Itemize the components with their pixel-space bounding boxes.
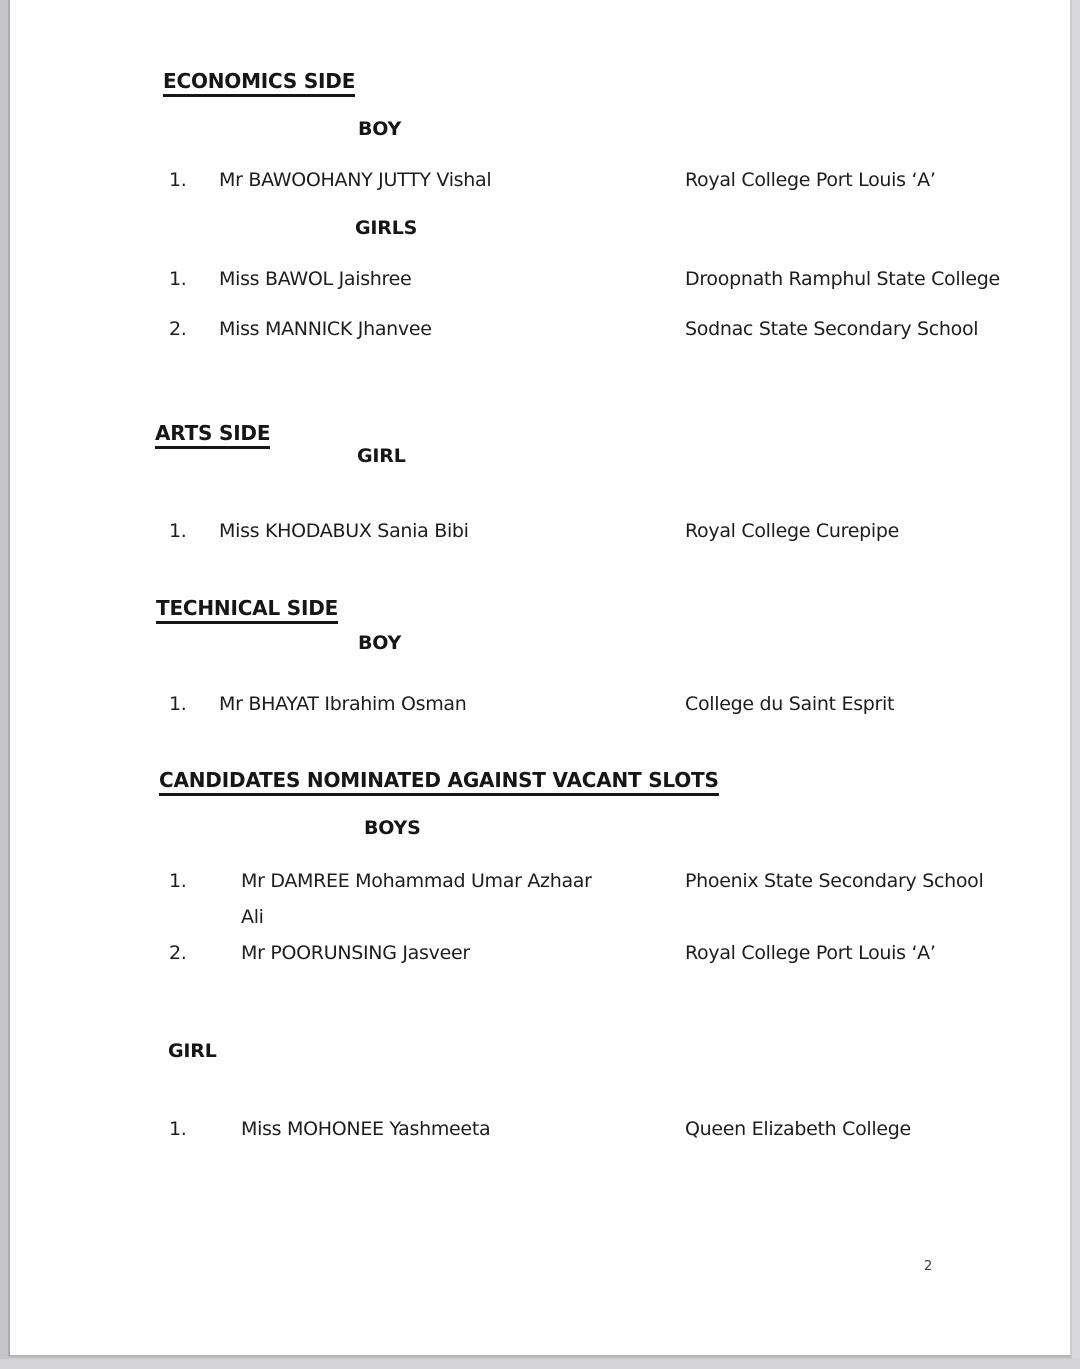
entry-name: Miss MOHONEE Yashmeeta xyxy=(241,1118,491,1140)
entry-name: Mr POORUNSING Jasveer xyxy=(241,942,470,964)
entry-name: Miss MANNICK Jhanvee xyxy=(219,318,432,340)
group-label-girl: GIRL xyxy=(168,1040,217,1062)
entry-school: Droopnath Ramphul State College xyxy=(685,268,1000,290)
group-label-boy: BOY xyxy=(358,632,402,654)
entry-school: Phoenix State Secondary School xyxy=(685,870,984,892)
section-title-economics: ECONOMICS SIDE xyxy=(163,69,355,97)
entry-name: Mr BHAYAT Ibrahim Osman xyxy=(219,693,467,715)
entry-name: Miss KHODABUX Sania Bibi xyxy=(219,520,469,542)
section-title-technical: TECHNICAL SIDE xyxy=(156,596,338,624)
entry-school: Sodnac State Secondary School xyxy=(685,318,979,340)
group-label-girls: GIRLS xyxy=(355,217,418,239)
entry-number: 1. xyxy=(169,870,187,892)
entry-name: Mr BAWOOHANY JUTTY Vishal xyxy=(219,169,492,191)
entry-number: 2. xyxy=(169,318,187,340)
entry-number: 1. xyxy=(169,268,187,290)
group-label-boys: BOYS xyxy=(364,817,421,839)
entry-number: 1. xyxy=(169,693,187,715)
entry-number: 1. xyxy=(169,520,187,542)
entry-school: Royal College Curepipe xyxy=(685,520,899,542)
section-title-arts: ARTS SIDE xyxy=(155,421,270,449)
entry-school: Royal College Port Louis ‘A’ xyxy=(685,169,936,191)
entry-number: 1. xyxy=(169,169,187,191)
entry-number: 2. xyxy=(169,942,187,964)
group-label-girl: GIRL xyxy=(357,445,406,467)
page-number: 2 xyxy=(924,1259,933,1274)
entry-school: Royal College Port Louis ‘A’ xyxy=(685,942,936,964)
entry-name: Mr DAMREE Mohammad Umar Azhaar Ali xyxy=(241,870,592,928)
document-page xyxy=(8,0,1071,1357)
entry-school: College du Saint Esprit xyxy=(685,693,895,715)
entry-number: 1. xyxy=(169,1118,187,1140)
scan-bottom-margin xyxy=(0,1359,1080,1369)
group-label-boy: BOY xyxy=(358,118,402,140)
entry-school: Queen Elizabeth College xyxy=(685,1118,911,1140)
entry-name: Miss BAWOL Jaishree xyxy=(219,268,412,290)
scan-right-margin xyxy=(1072,0,1080,1369)
section-title-vacant-slots: CANDIDATES NOMINATED AGAINST VACANT SLOTS xyxy=(159,768,719,796)
